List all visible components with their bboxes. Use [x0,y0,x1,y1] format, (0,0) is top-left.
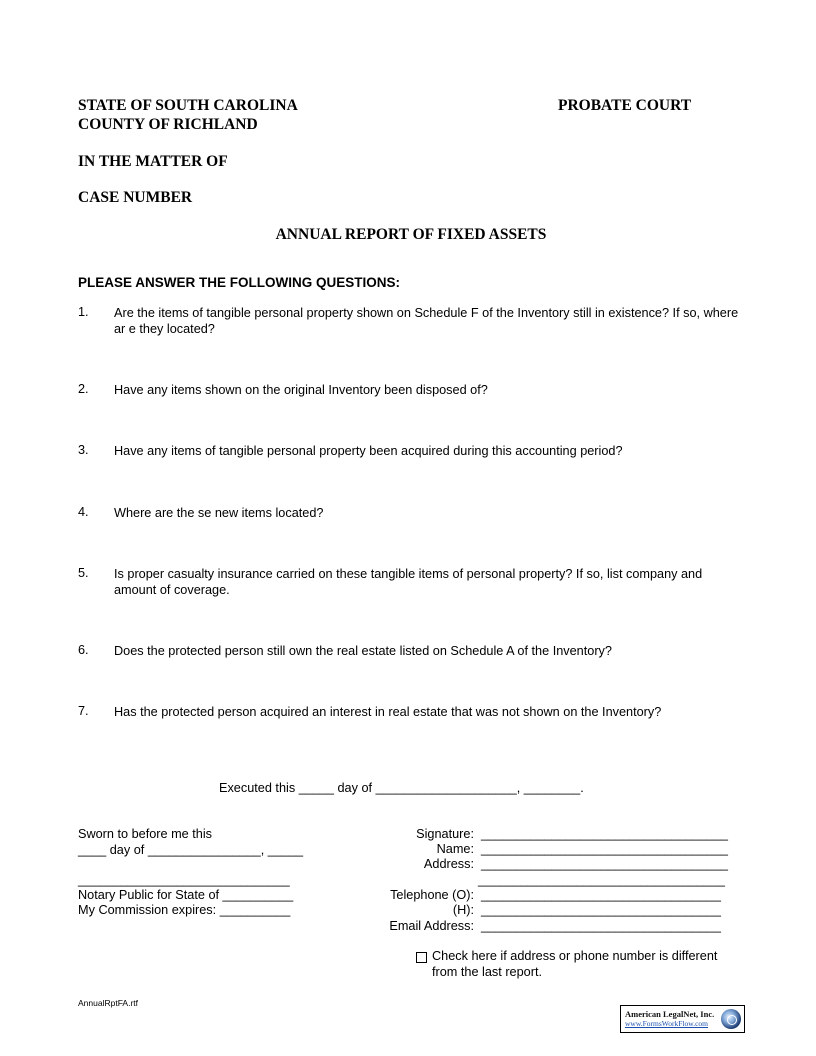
form-title: ANNUAL REPORT OF FIXED ASSETS [275,226,547,243]
telephone-office-field[interactable]: __________________________________ [481,888,721,902]
address-label: Address: [423,857,474,871]
name-label: Name: [436,842,474,856]
question-number: 5. [78,566,89,580]
question-text: Where are the se new items located? [114,506,324,520]
globe-icon [721,1009,741,1029]
question-number: 2. [78,382,89,396]
question-text: Is proper casualty insurance carried on these tangible items of personal property? If so, list company and amount of coverage. [114,567,703,597]
county-heading: COUNTY OF RICHLAND [78,116,258,133]
question-text: Has the protected person acquired an interest in real estate that was not shown on the Inventory? [114,705,662,719]
question-number: 4. [78,505,89,519]
signature-label: Signature: [416,827,474,841]
question-number: 3. [78,443,89,457]
footer-filename: AnnualRptFA.rtf [78,998,139,1008]
address-field-line-2[interactable]: ___________________________________ [478,873,725,887]
question-number: 6. [78,643,89,657]
signature-field[interactable]: ___________________________________ [481,827,728,841]
matter-heading: IN THE MATTER OF [78,153,228,170]
email-field[interactable]: __________________________________ [481,919,721,933]
checkbox-label-line-1: Check here if address or phone number is different [432,949,718,963]
address-changed-checkbox[interactable] [416,952,427,963]
notary-public-line[interactable]: Notary Public for State of __________ [78,888,294,902]
question-text: Does the protected person still own the real estate listed on Schedule A of the Inventory? [114,644,612,658]
sworn-line: Sworn to before me this [78,827,212,841]
question-text: Have any items shown on the original Inventory been disposed of? [114,383,488,397]
case-number-heading: CASE NUMBER [78,189,193,206]
question-text: Have any items of tangible personal property been acquired during this accounting period? [114,444,623,458]
legalnet-logo[interactable] [620,1005,745,1033]
telephone-home-label: (H): [452,903,474,917]
court-heading: PROBATE COURT [558,97,692,114]
email-label: Email Address: [389,919,474,933]
checkbox-label-line-2: from the last report. [432,965,542,979]
state-heading: STATE OF SOUTH CAROLINA [78,97,298,114]
logo-website-link[interactable]: www.FormsWorkFlow.com [625,1019,709,1028]
executed-line[interactable]: Executed this _____ day of ____________________, ________. [219,781,584,795]
telephone-office-label: Telephone (O): [390,888,474,902]
question-number: 7. [78,704,89,718]
notary-signature-line[interactable]: ______________________________ [78,873,290,887]
commission-expires-line[interactable]: My Commission expires: __________ [78,903,291,917]
name-field[interactable]: ___________________________________ [481,842,728,856]
logo-company-name: American LegalNet, Inc. [625,1009,715,1019]
sworn-date-line[interactable]: ____ day of ________________, _____ [78,843,304,857]
telephone-home-field[interactable]: __________________________________ [481,903,721,917]
question-number: 1. [78,305,89,319]
instructions-heading: PLEASE ANSWER THE FOLLOWING QUESTIONS: [78,275,401,290]
address-field[interactable]: ___________________________________ [481,857,728,871]
question-text: Are the items of tangible personal property shown on Schedule F of the Inventory still in existence? If so, where ar e they located? [114,306,739,336]
